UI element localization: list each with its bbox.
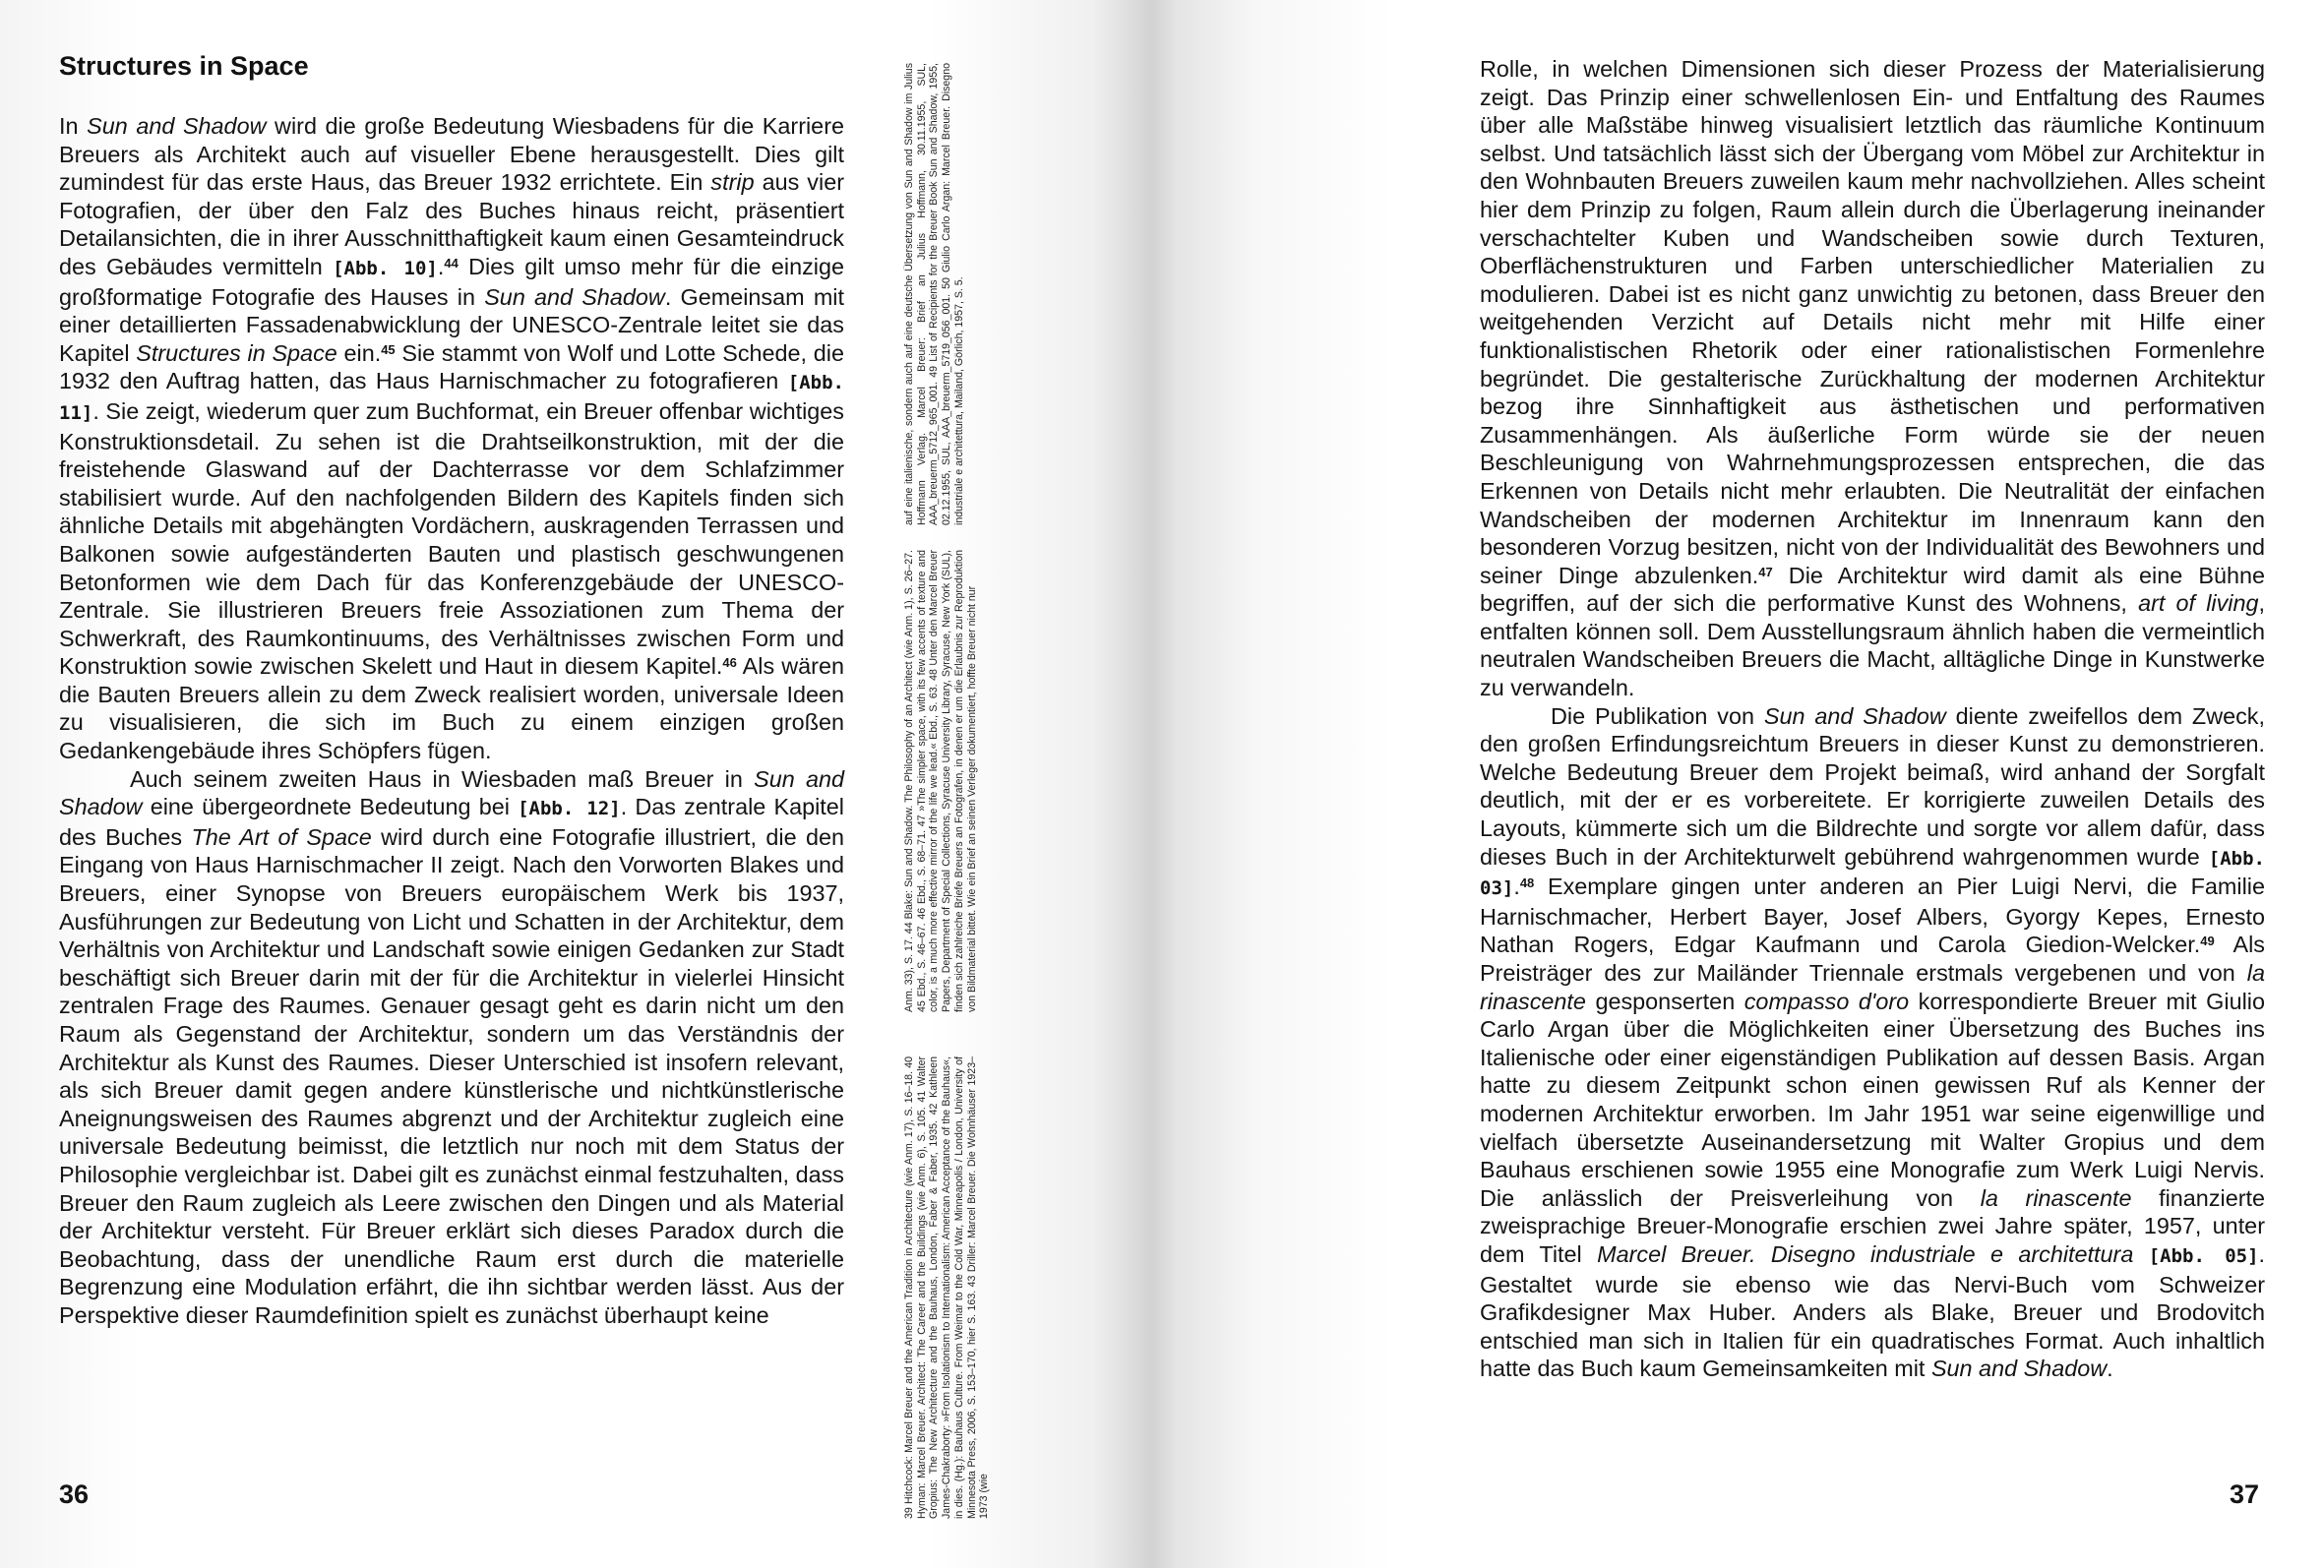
figure-reference: [Abb. 03] [1480, 847, 2265, 900]
page-title: Structures in Space [59, 51, 309, 81]
footnotes-column: auf eine italienische, sondern auch auf eine deutsche Übersetzung von Sun and Shadow im Julius Hoffmann Verlag. Marcel Breuer: Brief an Julius Hoffmann, 30.11.1955, SUL, AAA_breuerm_5712_965_001. 49 List of Recipients for the Breuer Book Sun and Shadow, 1955, 02.12.1955, SUL, AAA_breuerm_5719_056_001. 50 Giulio Carlo Argan: Marcel Breuer. Disegno industriale e architettura, Mailand, Görlich, 1957, S. 5. [903, 63, 965, 525]
page-number: 36 [59, 1479, 90, 1509]
paragraph: Rolle, in welchen Dimensionen sich dieser Prozess der Materialisierung zeigt. Das Prinzip einer schwellenlosen Ein- und Entfaltung des Raumes über alle Maßstäbe hinweg visualisiert letztlich das räumliche Kontinuum selbst. Und tatsächlich lässt sich der Übergang vom Möbel zur Architektur in den Wohnbauten Breuers zuweilen kaum mehr nachvollziehen. Alles scheint hier dem Prinzip zu folgen, Raum allein durch die Überlagerung ineinander verschachtelter Kuben und Wandscheiben sowie durch Texturen, Oberflächenstrukturen und Farben unterschiedlicher Materialien zu modulieren. Dabei ist es nicht ganz unwichtig zu betonen, dass Breuer den weitgehenden Verzicht auf Details nicht mehr mit Hilfe einer funktionalistischen Rhetorik oder einer rationalistischen Formenlehre begründet. Die gestalterische Zurückhaltung der modernen Architektur bezog ihre Sinnhaftigkeit aus ästhetischen und performativen Zusammenhängen. Als äußerliche Form würde sie der neuen Beschleunigung von Wahrnehmungsprozessen entsprechen, die das Erkennen von Details nicht mehr erlaubten. Die Neutralität der einfachen Wandscheiben der modernen Architektur im Innenraum kann den besonderen Vorzug besitzen, nicht von der Individualität des Bewohners und seiner Dinge abzulenken.$^{47}$ Die Architektur wird damit als eine Bühne begriffen, auf der sich die performative Kunst des Wohnens, art of living, entfalten können soll. Dem Ausstellungsraum ähnlich haben die vermeintlich neutralen Wandscheiben Breuers die Macht, alltägliche Dinge in Kunstwerke zu verwandeln. [1480, 56, 2266, 701]
paragraph: In Sun and Shadow wird die große Bedeutung Wiesbadens für die Karriere Breuers als Architekt auch auf visueller Ebene herausgestellt. Dies gilt zumindest für das erste Haus, das Breuer 1932 errichtete. Ein strip aus vier Fotografien, der über den Falz des Buches hinaus reicht, präsentiert Detailansichten, die in ihrer Ausschnitthaftigkeit kaum einen Gesamteindruck des Gebäudes vermitteln [Abb. 10].$^{44}$ Dies gilt umso mehr für die einzige großformatige Fotografie des Hauses in Sun and Shadow. Gemeinsam mit einer detaillierten Fassadenabwicklung der UNESCO-Zentrale leitet sie das Kapitel Structures in Space ein.$^{45}$ Sie stammt von Wolf und Lotte Schede, die 1932 den Auftrag hatten, das Haus Harnischmacher zu fotografieren [Abb. 11]. Sie zeigt, wiederum quer zum Buchformat, ein Breuer offenbar wichtiges Konstruktionsdetail. Zu sehen ist die Drahtseilkonstruktion, mit der die freistehende Glaswand auf der Dachterrasse vor dem Schlafzimmer stabilisiert wurde. Auf den nachfolgenden Bildern des Kapitels finden sich ähnliche Details mit abgehängten Vordächern, auskragenden Terrassen und Balkonen sowie aufgeständerten Bauten und plastisch geschwungenen Betonformen wie dem Dach für das Konferenzgebäude der UNESCO-Zentrale. Sie illustrieren Breuers freie Assoziationen zum Thema der Schwerkraft, des Raumkontinuums, des Verhältnisses zwischen Form und Konstruktion sowie zwischen Skelett und Haut in diesem Kapitel.$^{46}$ Als wären die Bauten Breuers allein zu dem Zweck realisiert worden, universale Ideen zu visualisieren, die sich im Buch zu einem einzigen großen Gedankengebäude ihres Schöpfers fügen. [59, 113, 845, 764]
paragraph: Auch seinem zweiten Haus in Wiesbaden maß Breuer in Sun and Shadow eine übergeordnete Bedeutung bei [Abb. 12]. Das zentrale Kapitel des Buches The Art of Space wird durch eine Fotografie illustriert, die den Eingang von Haus Harnischmacher II zeigt. Nach den Vorworten Blakes und Breuers, einer Synopse von Breuers europäischem Werk bis 1937, Ausführungen zur Bedeutung von Licht und Schatten in der Architektur, dem Verhältnis von Architektur und Landschaft sowie einigen Gedanken zur Stadt beschäftigt sich Breuer darin mit der für die Architektur in vielerlei Hinsicht zentralen Frage des Raumes. Genauer gesagt geht es darin nicht um den Raum als Gegenstand der Architektur, sondern um das Verständnis der Architektur als Kunst des Raumes. Dieser Unterschied ist insofern relevant, als sich Breuer damit gegen andere künstlerische und nichtkünstlerische Aneignungsweisen des Raumes abgrenzt und der Architektur zugleich eine universale Bedeutung beimisst, die letztlich nur noch mit dem Status der Philosophie vergleichbar ist. Dabei gilt es zunächst einmal festzuhalten, dass Breuer den Raum zugleich als Leere zwischen den Dingen und als Material der Architektur versteht. Für Breuer erklärt sich dieses Paradox durch die Beobachtung, dass der unendliche Raum erst durch die materielle Begrenzung eine Modulation erfährt, die ihn sichtbar werden lässt. Aus der Perspektive dieser Raumdefinition spielt es zunächst überhaupt keine [59, 765, 845, 1328]
footnotes-column: Anm. 33), S. 17. 44 Blake: Sun and Shadow. The Philosophy of an Architect (wie Anm. 1), S. 26–27. 45 Ebd., S. 46–67. 46 Ebd., S. 68–71. 47 »The simpler space, with its few accents of texture and color, is a much more effective mirror of the life we lead.« Ebd., S. 63. 48 Unter den Marcel Breuer Papers, Department of Special Collections, Syracuse University Library, Syracuse, New York (SUL), finden sich zahlreiche Briefe Breuers an Fotografen, in denen er um die Erlaubnis zur Reproduktion von Bildmaterial bittet. Wie ein Brief an seinen Verleger dokumentiert, hoffte Breuer nicht nur [903, 550, 978, 1012]
figure-reference: [Abb. 12] [518, 798, 621, 820]
body-text-right [1480, 55, 2265, 1383]
figure-reference: [Abb. 10] [333, 257, 438, 279]
figure-reference: [Abb. 11] [59, 372, 844, 424]
footnotes-column: 39 Hitchcock: Marcel Breuer and the American Tradition in Architecture (wie Anm. 17), S. 16–18. 40 Hyman: Marcel Breuer. Architect: The Career and the Buildings (wie Anm. 6), S. 105. 41 Walter Gropius: The New Architecture and the Bauhaus, London, Faber & Faber, 1935. 42 Kathleen James-Chakraborty: »From Isolationism to Internationalism: American Acceptance of the Bauhaus«, in dies. (Hg.): Bauhaus Culture. From Weimar to the Cold War, Minneapolis / London, University of Minnesota Press, 2006, S. 153–170, hier S. 163. 43 Driller: Marcel Breuer. Die Wohnhäuser 1923–1973 (wie [903, 1056, 991, 1519]
body-text-left [59, 112, 844, 1330]
figure-reference: [Abb. 05] [2148, 1244, 2259, 1267]
page-number: 37 [2230, 1479, 2260, 1509]
paragraph: Die Publikation von Sun and Shadow diente zweifellos dem Zweck, den großen Erfindungsreichtum Breuers in dieser Kunst zu demonstrieren. Welche Bedeutung Breuer dem Projekt beimaß, wird anhand der Sorgfalt deutlich, mit der er es vorbereitete. Er korrigierte zuweilen Details des Layouts, kümmerte sich um die Bildrechte und sorgte vor allem dafür, dass dieses Buch in der Architekturwelt gebührend wahrgenommen wurde [Abb. 03].$^{48}$ Exemplare gingen unter anderen an Pier Luigi Nervi, die Familie Harnischmacher, Herbert Bayer, Josef Albers, Gyorgy Kepes, Ernesto Nathan Rogers, Edgar Kaufmann und Carola Giedion-Welcker.$^{49}$ Als Preisträger des zur Mailänder Triennale erstmals vergebenen und von la rinascente gesponserten compasso d'oro korrespondierte Breuer mit Giulio Carlo Argan über die Möglichkeiten einer Übersetzung des Buches ins Italienische oder einer eigenständigen Publikation auf dessen Basis. Argan hatte zu diesem Zeitpunkt schon einen gewissen Ruf als Kenner der modernen Architektur erworben. Im Jahr 1951 war seine eigenwillige und vielfach übersetzte Auseinandersetzung mit Walter Gropius und dem Bauhaus erschienen sowie 1955 eine Monografie zum Werk Luigi Nervis. Die anlässlich der Preisverleihung von la rinascente finanzierte zweisprachige Breuer-Monografie erschien zwei Jahre später, 1957, unter dem Titel Marcel Breuer. Disegno industriale e architettura [Abb. 05]. Gestaltet wurde sie ebenso wie das Nervi-Buch vom Schweizer Grafikdesigner Max Huber. Anders als Blake, Breuer und Brodovitch entschied man sich in Italien für ein quadratisches Format. Auch inhaltlich hatte das Buch kaum Gemeinsamkeiten mit Sun and Shadow. [1480, 702, 2266, 1382]
